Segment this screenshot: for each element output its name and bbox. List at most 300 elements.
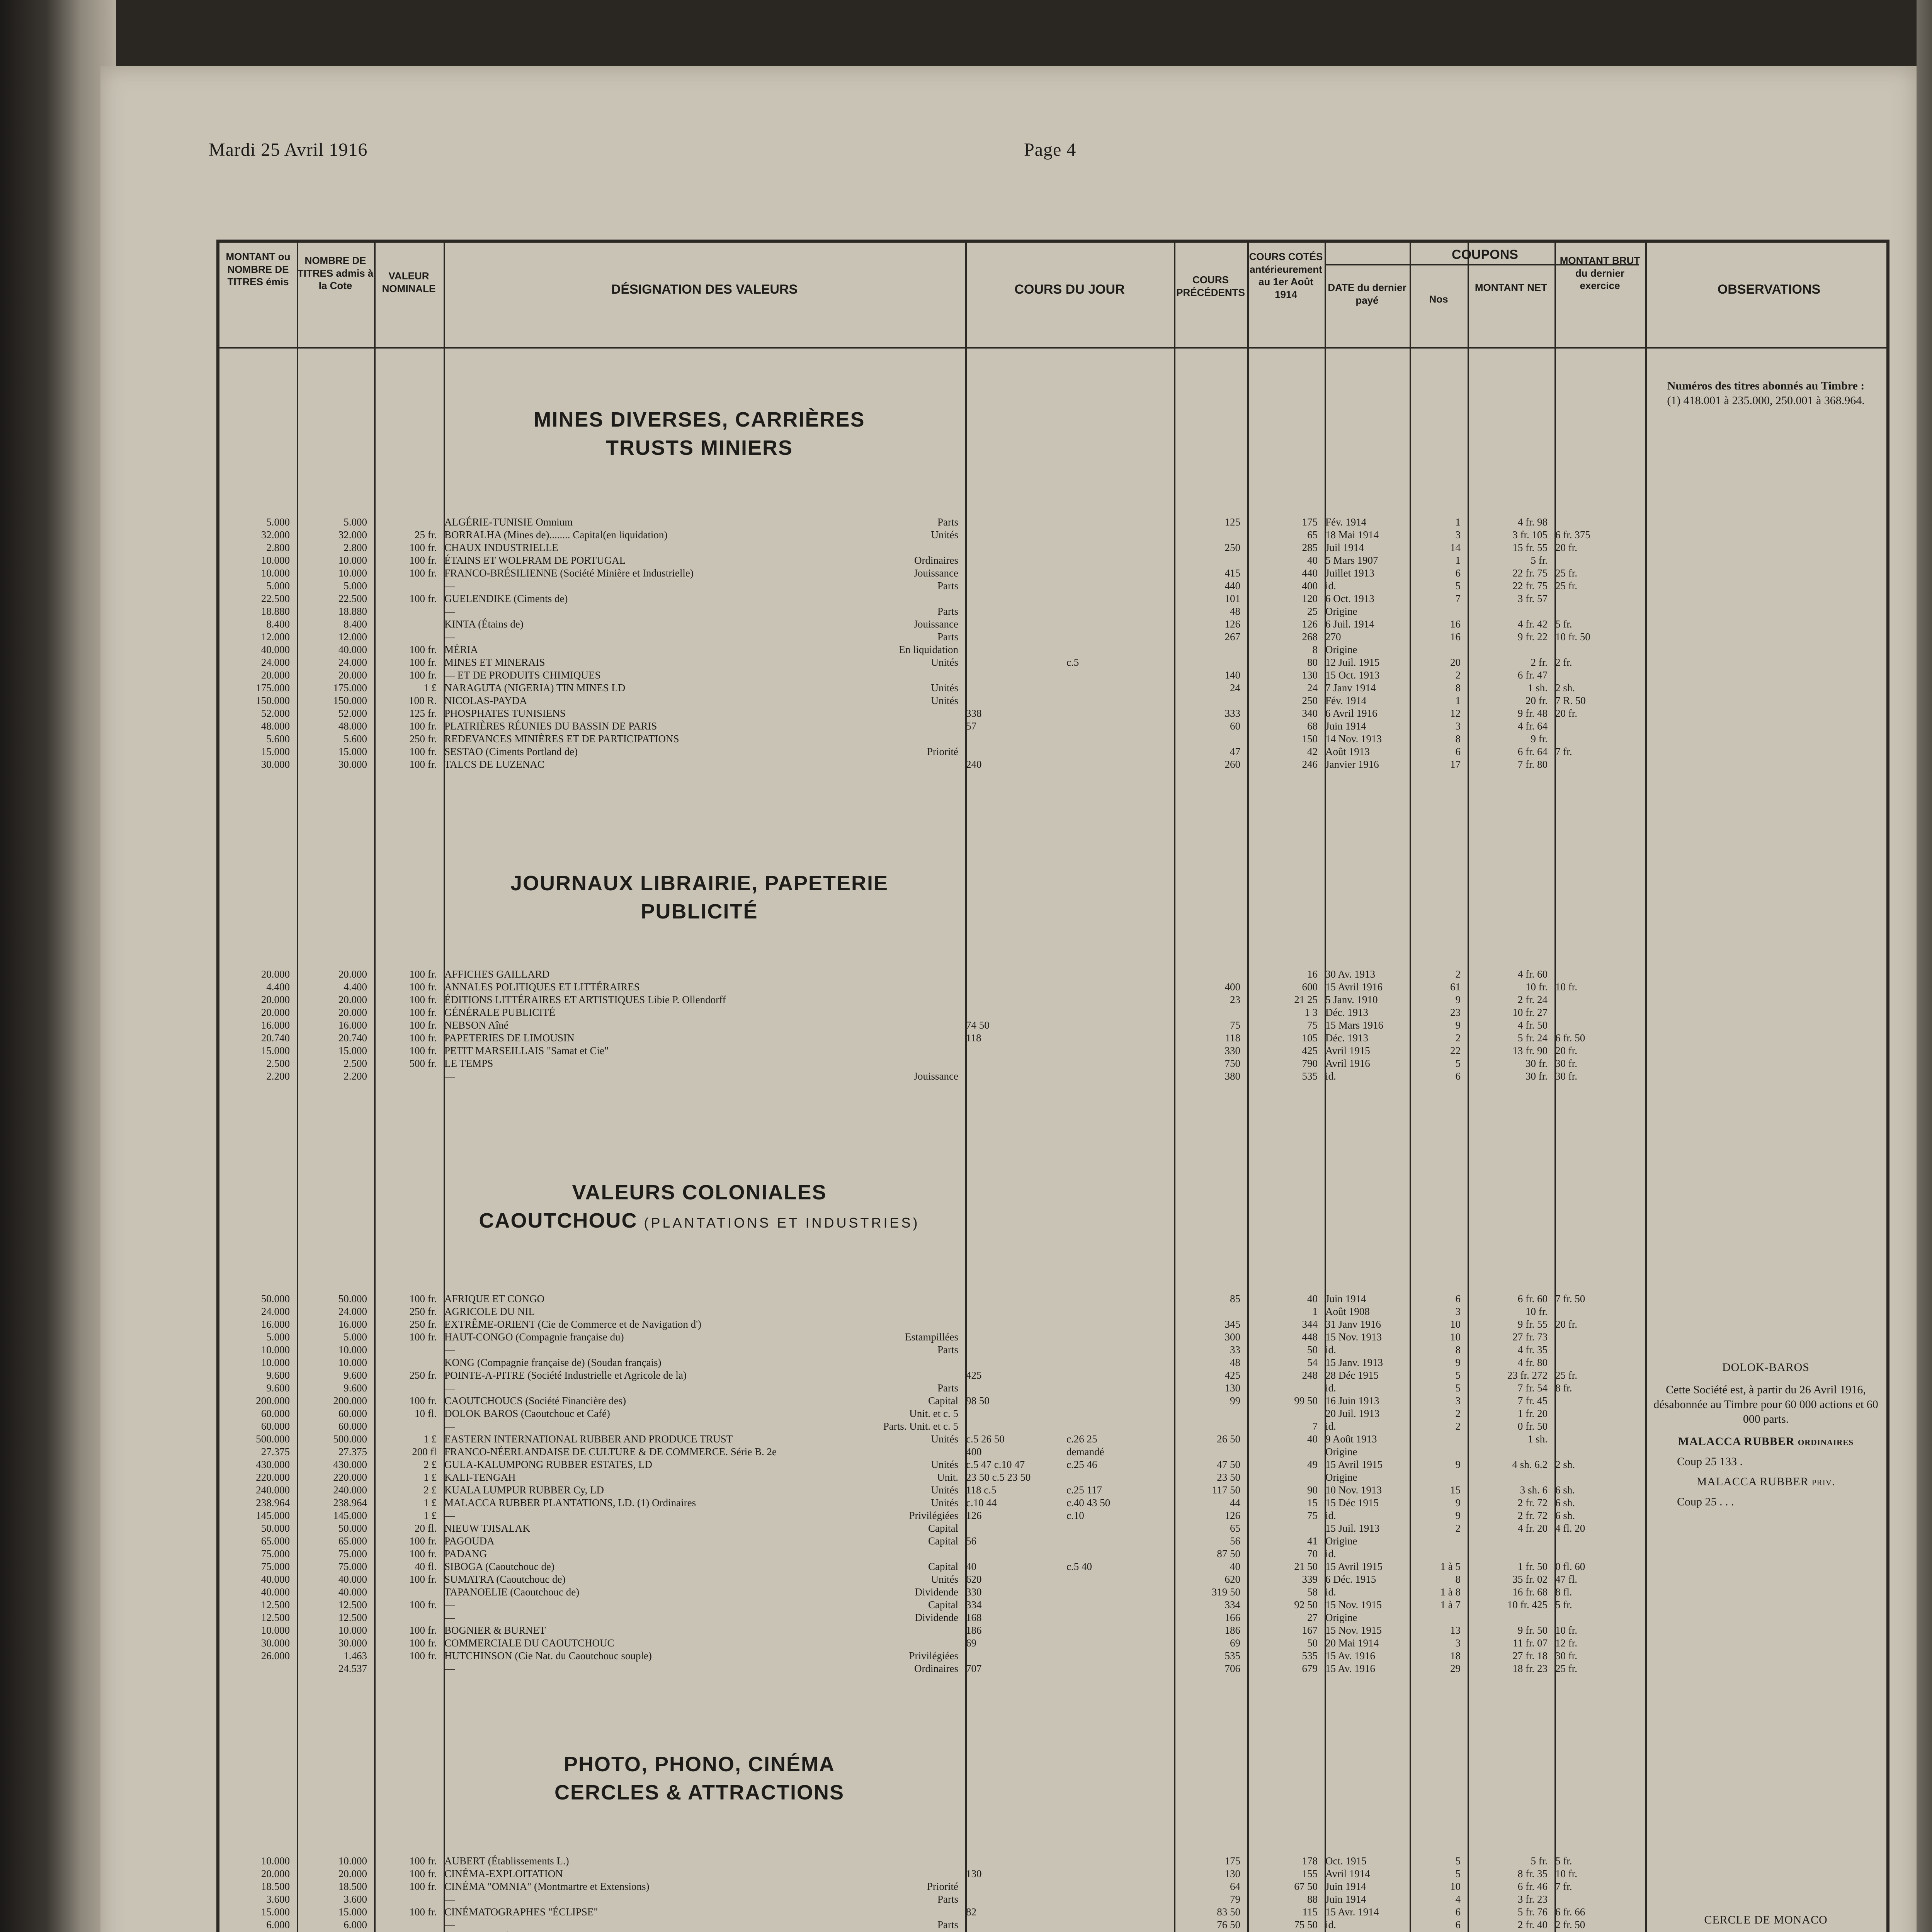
- cell-cours-jour-1: 118 c.5: [966, 1484, 997, 1496]
- cell-numero: 10: [1450, 1331, 1461, 1343]
- cell-numero: 8: [1455, 733, 1461, 745]
- cell-montant-net: 10 fr. 27: [1512, 1007, 1548, 1018]
- cell-montant-net: 7 fr. 80: [1517, 759, 1548, 770]
- cell-cours-jour-1: 57: [966, 720, 976, 732]
- cell-nombre: 40.000: [338, 1573, 367, 1585]
- cell-montant: 20.000: [261, 994, 290, 1005]
- cell-date-dernier: Juin 1914: [1325, 1293, 1366, 1304]
- cell-montant-net: 8 fr. 35: [1517, 1868, 1548, 1879]
- cell-designation: NARAGUTA (NIGERIA) TIN MINES LD: [444, 682, 626, 694]
- cell-nombre: 30.000: [338, 759, 367, 770]
- cell-numero: 20: [1450, 656, 1461, 668]
- cell-montant-net: 10 fr.: [1526, 1306, 1548, 1317]
- cell-montant-brut: 25 fr.: [1555, 1369, 1577, 1381]
- cell-date-dernier: 15 Juil. 1913: [1325, 1522, 1380, 1534]
- cell-cours-precedent: 47 50: [1217, 1459, 1240, 1470]
- cell-cours-precedent: 140: [1225, 669, 1240, 681]
- cell-designation-type: Priorité: [927, 1881, 958, 1892]
- header-cours-jour: COURS DU JOUR: [1014, 282, 1125, 297]
- cell-montant-net: 4 fr. 98: [1517, 516, 1548, 528]
- cell-cours-precedent: 76 50: [1217, 1919, 1240, 1930]
- cell-montant-net: 3 fr. 57: [1517, 593, 1548, 604]
- cell-date-dernier: 15 Janv. 1913: [1325, 1357, 1383, 1368]
- cell-montant-net: 0 fr. 50: [1517, 1420, 1548, 1432]
- cell-montant-net: 4 fr. 64: [1517, 720, 1548, 732]
- cell-numero: 16: [1450, 631, 1461, 643]
- cell-numero: 8: [1455, 682, 1461, 694]
- cell-montant: 430.000: [256, 1459, 290, 1470]
- cell-montant-net: 4 sh. 6.2: [1512, 1459, 1548, 1470]
- cell-valeur: 125 fr.: [409, 707, 437, 719]
- cell-montant: 30.000: [261, 1637, 290, 1649]
- cell-montant: 240.000: [256, 1484, 290, 1496]
- cell-montant-net: 4 fr. 42: [1517, 618, 1548, 630]
- cell-valeur: 200 fl: [412, 1446, 437, 1458]
- cell-designation: —: [444, 1344, 455, 1355]
- cell-montant-brut: 25 fr.: [1555, 567, 1577, 579]
- cell-date-dernier: 5 Mars 1907: [1325, 554, 1378, 566]
- cell-cours-jour-1: 126: [966, 1510, 982, 1521]
- cell-cours-cote: 50: [1307, 1344, 1318, 1355]
- cell-cours-precedent: 75: [1230, 1019, 1240, 1031]
- cell-date-dernier: id.: [1325, 1420, 1336, 1432]
- cell-designation: BORRALHA (Mines de)........ Capital(en liquidation): [444, 529, 668, 541]
- cell-numero: 9: [1455, 1497, 1461, 1509]
- cell-designation-type: Unit.: [937, 1471, 958, 1483]
- cell-valeur: 100 fr.: [409, 720, 437, 732]
- cell-cours-jour-1: 82: [966, 1906, 976, 1918]
- cell-montant-brut: 2 fr.: [1555, 656, 1572, 668]
- cell-cours-precedent: 440: [1225, 580, 1240, 592]
- cell-cours-precedent: 24: [1230, 682, 1240, 694]
- cell-designation: MINES ET MINERAIS: [444, 656, 545, 668]
- cell-date-dernier: Oct. 1915: [1325, 1855, 1367, 1867]
- cell-montant: 40.000: [261, 644, 290, 655]
- cell-cours-precedent: 33: [1230, 1344, 1240, 1355]
- cell-numero: 17: [1450, 759, 1461, 770]
- cell-designation-type: Privilégiées: [909, 1650, 958, 1662]
- cell-montant: 10.000: [261, 554, 290, 566]
- cell-cours-precedent: 300: [1225, 1331, 1240, 1343]
- cell-cours-cote: 8: [1312, 644, 1318, 655]
- cell-designation: FRANCO-NÉERLANDAISE DE CULTURE & DE COMMERCE. Série B. 2e: [444, 1446, 777, 1458]
- cell-numero: 4: [1455, 1893, 1461, 1905]
- cell-valeur: 100 fr.: [409, 669, 437, 681]
- cell-designation: CHAUX INDUSTRIELLE: [444, 542, 558, 553]
- cell-montant: 12.500: [261, 1612, 290, 1623]
- cell-numero: 5: [1455, 1382, 1461, 1394]
- cell-nombre: 238.964: [333, 1497, 367, 1509]
- cell-cours-precedent: 87 50: [1217, 1548, 1240, 1560]
- header-cours-cotes: COURS COTÉS antérieurement au 1er Août 1914: [1249, 251, 1323, 300]
- cell-cours-cote: 344: [1302, 1318, 1318, 1330]
- cell-numero: 61: [1450, 981, 1461, 993]
- cell-montant: 16.000: [261, 1019, 290, 1031]
- cell-cours-precedent: 85: [1230, 1293, 1240, 1304]
- cell-montant-net: 30 fr.: [1526, 1070, 1548, 1082]
- cell-nombre: 48.000: [338, 720, 367, 732]
- cell-date-dernier: 270: [1325, 631, 1341, 643]
- cell-cours-jour-2: c.10: [1066, 1510, 1084, 1521]
- cell-montant: 15.000: [261, 1045, 290, 1056]
- cell-cours-precedent: 48: [1230, 605, 1240, 617]
- cell-date-dernier: 15 Av. 1916: [1325, 1650, 1376, 1662]
- cell-designation-type: Parts: [937, 1893, 958, 1905]
- cell-numero: 12: [1450, 707, 1461, 719]
- cell-montant-brut: 8 fr.: [1555, 1382, 1572, 1394]
- cell-cours-jour-1: 168: [966, 1612, 982, 1623]
- cell-montant-net: 7 fr. 54: [1517, 1382, 1548, 1394]
- cell-montant-brut: 5 fr.: [1555, 1855, 1572, 1867]
- cell-designation: AFRIQUE ET CONGO: [444, 1293, 545, 1304]
- cell-montant: 18.880: [261, 605, 290, 617]
- cell-designation: FRANCO-BRÉSILIENNE (Société Minière et Industrielle): [444, 567, 694, 579]
- cell-cours-precedent: 47: [1230, 746, 1240, 757]
- cell-valeur: 100 fr.: [409, 1573, 437, 1585]
- cell-numero: 1: [1455, 516, 1461, 528]
- cell-montant-net: 13 fr. 90: [1512, 1045, 1548, 1056]
- cell-cours-precedent: 334: [1225, 1599, 1240, 1611]
- cell-montant: 200.000: [256, 1395, 290, 1406]
- cell-designation-type: Unités: [931, 1433, 958, 1445]
- cell-montant-net: 5 fr.: [1531, 1855, 1548, 1867]
- cell-designation-type: Unités: [931, 1484, 958, 1496]
- cell-montant-net: 16 fr. 68: [1512, 1586, 1548, 1598]
- cell-cours-cote: 68: [1307, 720, 1318, 732]
- cell-montant: 15.000: [261, 1906, 290, 1918]
- cell-numero: 6: [1455, 1919, 1461, 1930]
- cell-designation: AUBERT (Établissements L.): [444, 1855, 569, 1867]
- cell-montant-brut: 12 fr.: [1555, 1637, 1577, 1649]
- cell-cours-jour-1: 240: [966, 759, 982, 770]
- cell-nombre: 20.000: [338, 669, 367, 681]
- cell-montant: 150.000: [256, 695, 290, 706]
- cell-cours-cote: 40: [1307, 554, 1318, 566]
- cell-designation-type: Parts: [937, 580, 958, 592]
- cell-nombre: 220.000: [333, 1471, 367, 1483]
- cell-cours-jour-2: c.40 43 50: [1066, 1497, 1111, 1509]
- cell-montant-brut: 30 fr.: [1555, 1650, 1577, 1662]
- cell-nombre: 60.000: [338, 1420, 367, 1432]
- cell-cours-cote: 42: [1307, 746, 1318, 757]
- cell-montant: 20.740: [261, 1032, 290, 1044]
- cell-date-dernier: 16 Juin 1913: [1325, 1395, 1379, 1406]
- cell-montant: 52.000: [261, 707, 290, 719]
- cell-nombre: 20.740: [338, 1032, 367, 1044]
- cell-cours-cote: 7: [1312, 1420, 1318, 1432]
- cell-montant: 24.000: [261, 656, 290, 668]
- cell-cours-cote: 75: [1307, 1510, 1318, 1521]
- cell-date-dernier: 20 Mai 1914: [1325, 1637, 1379, 1649]
- cell-nombre: 430.000: [333, 1459, 367, 1470]
- cell-numero: 13: [1450, 1624, 1461, 1636]
- cell-cours-cote: 178: [1302, 1855, 1318, 1867]
- cell-designation: TAPANOELIE (Caoutchouc de): [444, 1586, 580, 1598]
- cell-numero: 3: [1455, 720, 1461, 732]
- cell-valeur: 100 fr.: [409, 567, 437, 579]
- cell-cours-jour-1: 56: [966, 1535, 976, 1547]
- cell-cours-precedent: 83 50: [1217, 1906, 1240, 1918]
- cell-designation-type: Parts: [937, 631, 958, 643]
- cell-montant-net: 9 fr. 48: [1517, 707, 1548, 719]
- cell-montant: 27.375: [261, 1446, 290, 1458]
- cell-designation: PAPETERIES DE LIMOUSIN: [444, 1032, 575, 1044]
- cell-cours-cote: 99 50: [1294, 1395, 1318, 1406]
- cell-designation: BOGNIER & BURNET: [444, 1624, 546, 1636]
- cell-cours-cote: 41: [1307, 1535, 1318, 1547]
- cell-cours-jour-1: 707: [966, 1663, 982, 1674]
- cell-designation: —: [444, 1420, 455, 1432]
- cell-cours-cote: 246: [1302, 759, 1318, 770]
- cell-valeur: 1 £: [423, 1497, 437, 1509]
- header-coupons: COUPONS: [1452, 247, 1518, 262]
- cell-cours-precedent: 186: [1225, 1624, 1240, 1636]
- cell-cours-precedent: 415: [1225, 567, 1240, 579]
- cell-numero: 2: [1455, 669, 1461, 681]
- cell-valeur: 100 fr.: [409, 593, 437, 604]
- cell-montant-brut: 20 fr.: [1555, 542, 1577, 553]
- cell-date-dernier: 20 Juil. 1913: [1325, 1408, 1380, 1419]
- cell-designation: PLATRIÈRES RÉUNIES DU BASSIN DE PARIS: [444, 720, 657, 732]
- cell-cours-cote: 150: [1302, 733, 1318, 745]
- cell-designation: GÉNÉRALE PUBLICITÉ: [444, 1007, 556, 1018]
- cell-designation: EASTERN INTERNATIONAL RUBBER AND PRODUCE TRUST: [444, 1433, 733, 1445]
- cell-montant-net: 2 fr. 72: [1517, 1497, 1548, 1509]
- header-montant: MONTANT ou NOMBRE DE TITRES émis: [226, 251, 291, 287]
- cell-cours-jour-2: c.5: [1066, 656, 1079, 668]
- cell-cours-cote: 126: [1302, 618, 1318, 630]
- cell-designation-type: Unit. et c. 5: [909, 1408, 958, 1419]
- cell-designation: NIEUW TJISALAK: [444, 1522, 530, 1534]
- cell-nombre: 18.500: [338, 1881, 367, 1892]
- book-right-edge: [1917, 0, 1932, 1932]
- cell-valeur: 40 fl.: [415, 1561, 437, 1572]
- cell-date-dernier: id.: [1325, 580, 1336, 592]
- cell-montant-brut: 8 fl.: [1555, 1586, 1572, 1598]
- cell-montant: 500.000: [256, 1433, 290, 1445]
- cell-montant: 5.000: [266, 516, 290, 528]
- cell-date-dernier: id.: [1325, 1344, 1336, 1355]
- cell-cours-cote: 535: [1302, 1070, 1318, 1082]
- cell-date-dernier: id.: [1325, 1382, 1336, 1394]
- cell-montant-brut: 2 sh.: [1555, 1459, 1575, 1470]
- cell-numero: 16: [1450, 618, 1461, 630]
- cell-cours-jour-1: c.5 26 50: [966, 1433, 1005, 1445]
- cell-montant-net: 35 fr. 02: [1512, 1573, 1548, 1585]
- cell-montant-net: 2 fr.: [1531, 656, 1548, 668]
- cell-montant: 10.000: [261, 1357, 290, 1368]
- cell-nombre: 20.000: [338, 968, 367, 980]
- cell-valeur: 100 fr.: [409, 1535, 437, 1547]
- cell-valeur: 100 fr.: [409, 1881, 437, 1892]
- cell-cours-cote: 21 25: [1294, 994, 1318, 1005]
- cell-cours-jour-1: c.10 44: [966, 1497, 997, 1509]
- cell-numero: 18: [1450, 1650, 1461, 1662]
- cell-montant-brut: 20 fr.: [1555, 1045, 1577, 1056]
- cell-valeur: 100 fr.: [409, 759, 437, 770]
- cell-montant: 60.000: [261, 1420, 290, 1432]
- cell-montant-brut: 2 fr. 50: [1555, 1919, 1585, 1930]
- cell-designation: EXTRÊME-ORIENT (Cie de Commerce et de Navigation d'): [444, 1318, 701, 1330]
- cell-cours-precedent: 380: [1225, 1070, 1240, 1082]
- cell-designation-type: Parts: [937, 1382, 958, 1394]
- cell-valeur: 100 fr.: [409, 1906, 437, 1918]
- cell-designation: PADANG: [444, 1548, 487, 1560]
- cell-numero: 1: [1455, 554, 1461, 566]
- cell-montant: 65.000: [261, 1535, 290, 1547]
- cell-montant-brut: 47 fl.: [1555, 1573, 1577, 1585]
- cell-nombre: 240.000: [333, 1484, 367, 1496]
- cell-cours-precedent: 620: [1225, 1573, 1240, 1585]
- cell-valeur: 100 fr.: [409, 542, 437, 553]
- cell-numero: 6: [1455, 1070, 1461, 1082]
- cell-montant-net: 4 fr. 80: [1517, 1357, 1548, 1368]
- header-numero: Nos: [1429, 293, 1448, 305]
- cell-nombre: 75.000: [338, 1548, 367, 1560]
- cell-designation-type: Unités: [931, 695, 958, 706]
- cell-date-dernier: Août 1908: [1325, 1306, 1370, 1317]
- cell-designation: KUALA LUMPUR RUBBER Cy, LD: [444, 1484, 604, 1496]
- cell-montant-brut: 7 fr.: [1555, 1881, 1572, 1892]
- cell-montant-net: 22 fr. 75: [1512, 580, 1548, 592]
- cell-valeur: 250 fr.: [409, 1306, 437, 1317]
- cell-valeur: 100 fr.: [409, 1032, 437, 1044]
- cell-valeur: 100 fr.: [409, 1045, 437, 1056]
- cell-date-dernier: 15 Avril 1916: [1325, 981, 1383, 993]
- cell-designation: AFFICHES GAILLARD: [444, 968, 550, 980]
- cell-numero: 6: [1455, 567, 1461, 579]
- cell-numero: 14: [1450, 542, 1461, 553]
- obs-dolok: DOLOK-BAROS Cette Société est, à partir du 26 Avril 1916, désabonnée au Timbre pour 60 000 actions et 60 000 parts. MALACCA RUBBER ordinaires Coup 25 133 . MALACCA RUBBER priv. Coup 25 . . .: [1653, 1361, 1878, 1508]
- cell-numero: 3: [1455, 1306, 1461, 1317]
- cell-cours-jour-2: c.5 40: [1066, 1561, 1092, 1572]
- cell-valeur: 100 R.: [408, 695, 437, 706]
- cell-montant: 20.000: [261, 1868, 290, 1879]
- cell-date-dernier: id.: [1325, 1919, 1336, 1930]
- cell-nombre: 10.000: [338, 567, 367, 579]
- cell-date-dernier: 15 Avril 1915: [1325, 1459, 1383, 1470]
- cell-nombre: 40.000: [338, 644, 367, 655]
- cell-cours-cote: 105: [1302, 1032, 1318, 1044]
- cell-montant: 40.000: [261, 1573, 290, 1585]
- cell-designation-type: Capital: [928, 1561, 958, 1572]
- cell-designation: CAOUTCHOUCS (Société Financière des): [444, 1395, 626, 1406]
- cell-valeur: 250 fr.: [409, 1318, 437, 1330]
- cell-nombre: 22.500: [338, 593, 367, 604]
- cell-valeur: 500 fr.: [409, 1058, 437, 1069]
- cell-date-dernier: Origine: [1325, 1535, 1357, 1547]
- cell-date-dernier: Juillet 1913: [1325, 567, 1374, 579]
- cell-designation-type: En liquidation: [899, 644, 958, 655]
- cell-numero: 5: [1455, 1868, 1461, 1879]
- cell-montant-brut: 20 fr.: [1555, 707, 1577, 719]
- cell-cours-precedent: 69: [1230, 1637, 1240, 1649]
- cell-date-dernier: 6 Oct. 1913: [1325, 593, 1374, 604]
- cell-nombre: 6.000: [344, 1919, 367, 1930]
- header-designation: DÉSIGNATION DES VALEURS: [611, 282, 798, 297]
- cell-numero: 2: [1455, 1420, 1461, 1432]
- cell-montant-net: 30 fr.: [1526, 1058, 1548, 1069]
- cell-cours-cote: 75: [1307, 1019, 1318, 1031]
- cell-montant-net: 4 fr. 60: [1517, 968, 1548, 980]
- cell-numero: 3: [1455, 529, 1461, 541]
- cell-numero: 10: [1450, 1318, 1461, 1330]
- cell-date-dernier: Origine: [1325, 1446, 1357, 1458]
- cell-montant-net: 15 fr. 55: [1512, 542, 1548, 553]
- cell-nombre: 20.000: [338, 1007, 367, 1018]
- cell-cours-precedent: 56: [1230, 1535, 1240, 1547]
- cell-designation: CINÉMATOGRAPHES "ÉCLIPSE": [444, 1906, 598, 1918]
- cell-cours-cote: 400: [1302, 580, 1318, 592]
- cell-designation-type: Capital: [928, 1522, 958, 1534]
- cell-nombre: 4.400: [344, 981, 367, 993]
- cell-date-dernier: 12 Juil. 1915: [1325, 656, 1380, 668]
- cell-date-dernier: 5 Janv. 1910: [1325, 994, 1378, 1005]
- cell-designation: —: [444, 1599, 455, 1611]
- cell-numero: 22: [1450, 1045, 1461, 1056]
- cell-designation-type: Ordinaires: [914, 554, 958, 566]
- cell-cours-cote: 27: [1307, 1612, 1318, 1623]
- cell-designation: TALCS DE LUZENAC: [444, 759, 544, 770]
- cell-montant: 9.600: [266, 1369, 290, 1381]
- cell-nombre: 5.000: [344, 1331, 367, 1343]
- cell-cours-jour-2: demandé: [1066, 1446, 1104, 1458]
- cell-numero: 5: [1455, 1855, 1461, 1867]
- cell-cours-precedent: 267: [1225, 631, 1240, 643]
- cell-designation: —: [444, 1070, 455, 1082]
- running-head-page: Page 4: [1024, 139, 1077, 160]
- cell-cours-cote: 16: [1307, 968, 1318, 980]
- cell-valeur: 100 fr.: [409, 1395, 437, 1406]
- cell-date-dernier: id.: [1325, 1548, 1336, 1560]
- cell-cours-cote: 268: [1302, 631, 1318, 643]
- cell-montant-net: 6 fr. 47: [1517, 669, 1548, 681]
- cell-montant-brut: 20 fr.: [1555, 1318, 1577, 1330]
- cell-montant: 2.800: [266, 542, 290, 553]
- cell-cours-cote: 425: [1302, 1045, 1318, 1056]
- cell-numero: 7: [1455, 593, 1461, 604]
- cell-cours-cote: 448: [1302, 1331, 1318, 1343]
- cell-date-dernier: Origine: [1325, 1612, 1357, 1623]
- cell-nombre: 10.000: [338, 1357, 367, 1368]
- cell-designation: MALACCA RUBBER PLANTATIONS, LD. (1) Ordinaires: [444, 1497, 696, 1509]
- cell-montant-net: 4 fr. 20: [1517, 1522, 1548, 1534]
- cell-montant-brut: 25 fr.: [1555, 1663, 1577, 1674]
- cell-nombre: 20.000: [338, 1868, 367, 1879]
- cell-montant-net: 3 fr. 23: [1517, 1893, 1548, 1905]
- cell-designation: KONG (Compagnie française de) (Soudan français): [444, 1357, 662, 1368]
- cell-montant: 220.000: [256, 1471, 290, 1483]
- cell-designation: KALI-TENGAH: [444, 1471, 516, 1483]
- cell-nombre: 60.000: [338, 1408, 367, 1419]
- cell-montant: 26.000: [261, 1650, 290, 1662]
- cell-date-dernier: 31 Janv 1916: [1325, 1318, 1381, 1330]
- cell-numero: 1 à 7: [1440, 1599, 1461, 1611]
- cell-designation-type: Unités: [931, 529, 958, 541]
- cell-nombre: 27.375: [338, 1446, 367, 1458]
- cell-cours-jour-1: 338: [966, 707, 982, 719]
- cell-montant: 12.000: [261, 631, 290, 643]
- cell-date-dernier: Avril 1914: [1325, 1868, 1370, 1879]
- cell-montant-net: 3 fr. 105: [1512, 529, 1548, 541]
- cell-cours-precedent: 130: [1225, 1868, 1240, 1879]
- cell-montant: 10.000: [261, 567, 290, 579]
- cell-montant: 15.000: [261, 746, 290, 757]
- cell-montant-brut: 6 fr. 375: [1555, 529, 1590, 541]
- cell-date-dernier: 30 Av. 1913: [1325, 968, 1376, 980]
- cell-numero: 2: [1455, 1408, 1461, 1419]
- cell-cours-precedent: 126: [1225, 1510, 1240, 1521]
